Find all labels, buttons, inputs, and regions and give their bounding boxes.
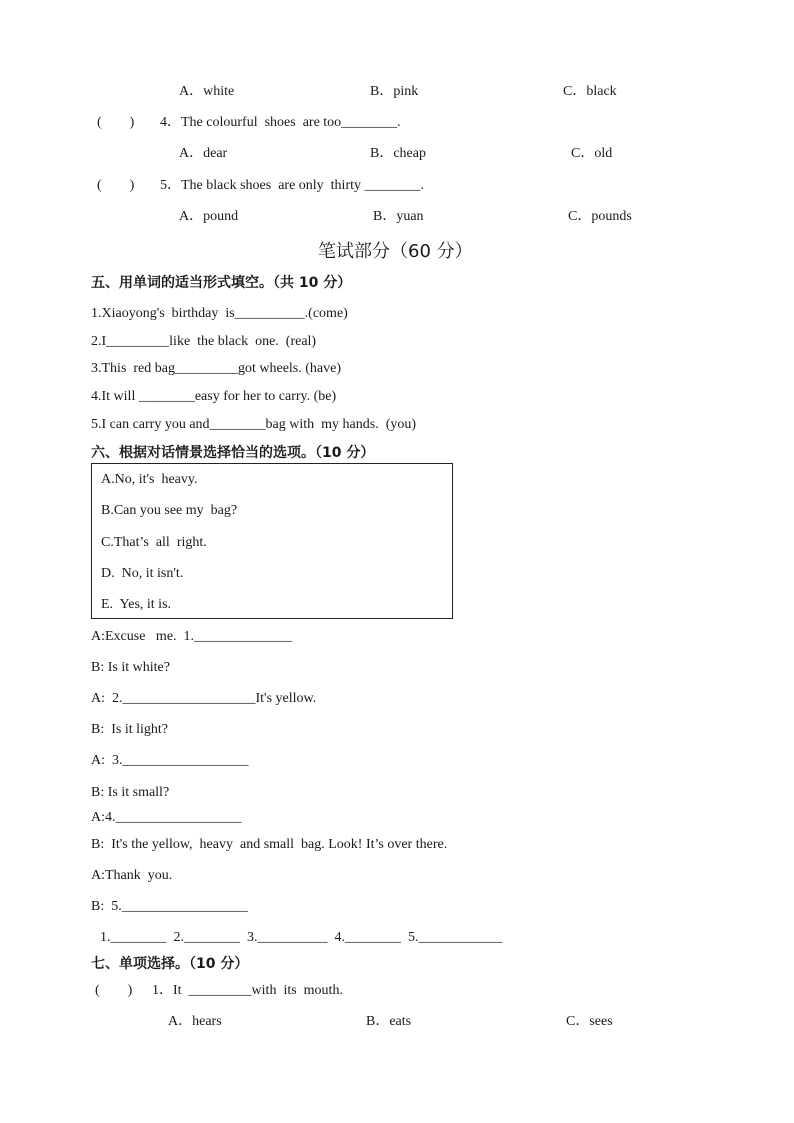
option-a-white: A．white bbox=[179, 84, 235, 99]
part5-item-4[interactable]: 4.It will ________easy for her to carry. (be) bbox=[91, 389, 337, 404]
q4-answer-paren[interactable]: ( ) bbox=[97, 115, 135, 130]
section-title: 笔试部分（60 分） bbox=[318, 241, 473, 262]
part5-heading: 五、用单词的适当形式填空。（共 10 分） bbox=[91, 275, 352, 291]
dialogue-line-3[interactable]: A: 2.___________________It's yellow. bbox=[91, 691, 317, 706]
part5-item-2[interactable]: 2.I_________like the black one. (real) bbox=[91, 334, 317, 349]
q4-stem: 4．The colourful shoes are too________. bbox=[160, 115, 401, 130]
q5-option-a: A．pound bbox=[179, 209, 239, 224]
option-c-black: C．black bbox=[563, 84, 617, 99]
part7-heading: 七、单项选择。（10 分） bbox=[91, 956, 249, 972]
box-option-c: C.That’s all right. bbox=[101, 535, 207, 550]
box-option-d: D. No, it isn't. bbox=[101, 566, 184, 581]
q4-option-c: C．old bbox=[571, 146, 613, 161]
box-option-e: E. Yes, it is. bbox=[101, 597, 172, 612]
dialogue-line-6: B: Is it small? bbox=[91, 785, 170, 800]
dialogue-line-1[interactable]: A:Excuse me. 1.______________ bbox=[91, 629, 293, 644]
dialogue-line-10[interactable]: B: 5.__________________ bbox=[91, 899, 248, 914]
q5-option-c: C．pounds bbox=[568, 209, 632, 224]
p7-q1-option-c: C．sees bbox=[566, 1014, 613, 1029]
box-option-a: A.No, it's heavy. bbox=[101, 472, 198, 487]
part5-item-1[interactable]: 1.Xiaoyong's birthday is__________.(come) bbox=[91, 306, 348, 321]
option-b-pink: B．pink bbox=[370, 84, 419, 99]
dialogue-line-8: B: It's the yellow, heavy and small bag. Look! It’s over there. bbox=[91, 837, 448, 852]
part5-item-5[interactable]: 5.I can carry you and________bag with my hands. (you) bbox=[91, 417, 417, 432]
p7-q1-option-b: B．eats bbox=[366, 1014, 412, 1029]
p7-q1-stem: 1．It _________with its mouth. bbox=[152, 983, 343, 998]
part6-heading: 六、根据对话情景选择恰当的选项。（10 分） bbox=[91, 445, 375, 461]
q5-answer-paren[interactable]: ( ) bbox=[97, 178, 135, 193]
q5-option-b: B．yuan bbox=[373, 209, 424, 224]
dialogue-line-7[interactable]: A:4.__________________ bbox=[91, 810, 242, 825]
p7-q1-answer-paren[interactable]: ( ) bbox=[95, 983, 133, 998]
part5-item-3[interactable]: 3.This red bag_________got wheels. (have) bbox=[91, 361, 341, 376]
dialogue-line-2: B: Is it white? bbox=[91, 660, 170, 675]
q4-option-b: B．cheap bbox=[370, 146, 426, 161]
dialogue-line-4: B: Is it light? bbox=[91, 722, 168, 737]
dialogue-line-9: A:Thank you. bbox=[91, 868, 173, 883]
q4-option-a: A．dear bbox=[179, 146, 228, 161]
dialogue-line-5[interactable]: A: 3.__________________ bbox=[91, 753, 249, 768]
box-option-b: B.Can you see my bag? bbox=[101, 503, 238, 518]
q5-stem: 5．The black shoes are only thirty ________. bbox=[160, 178, 425, 193]
answer-blanks-row[interactable]: 1.________ 2.________ 3.__________ 4.________ 5.____________ bbox=[100, 930, 503, 945]
p7-q1-option-a: A．hears bbox=[168, 1014, 222, 1029]
